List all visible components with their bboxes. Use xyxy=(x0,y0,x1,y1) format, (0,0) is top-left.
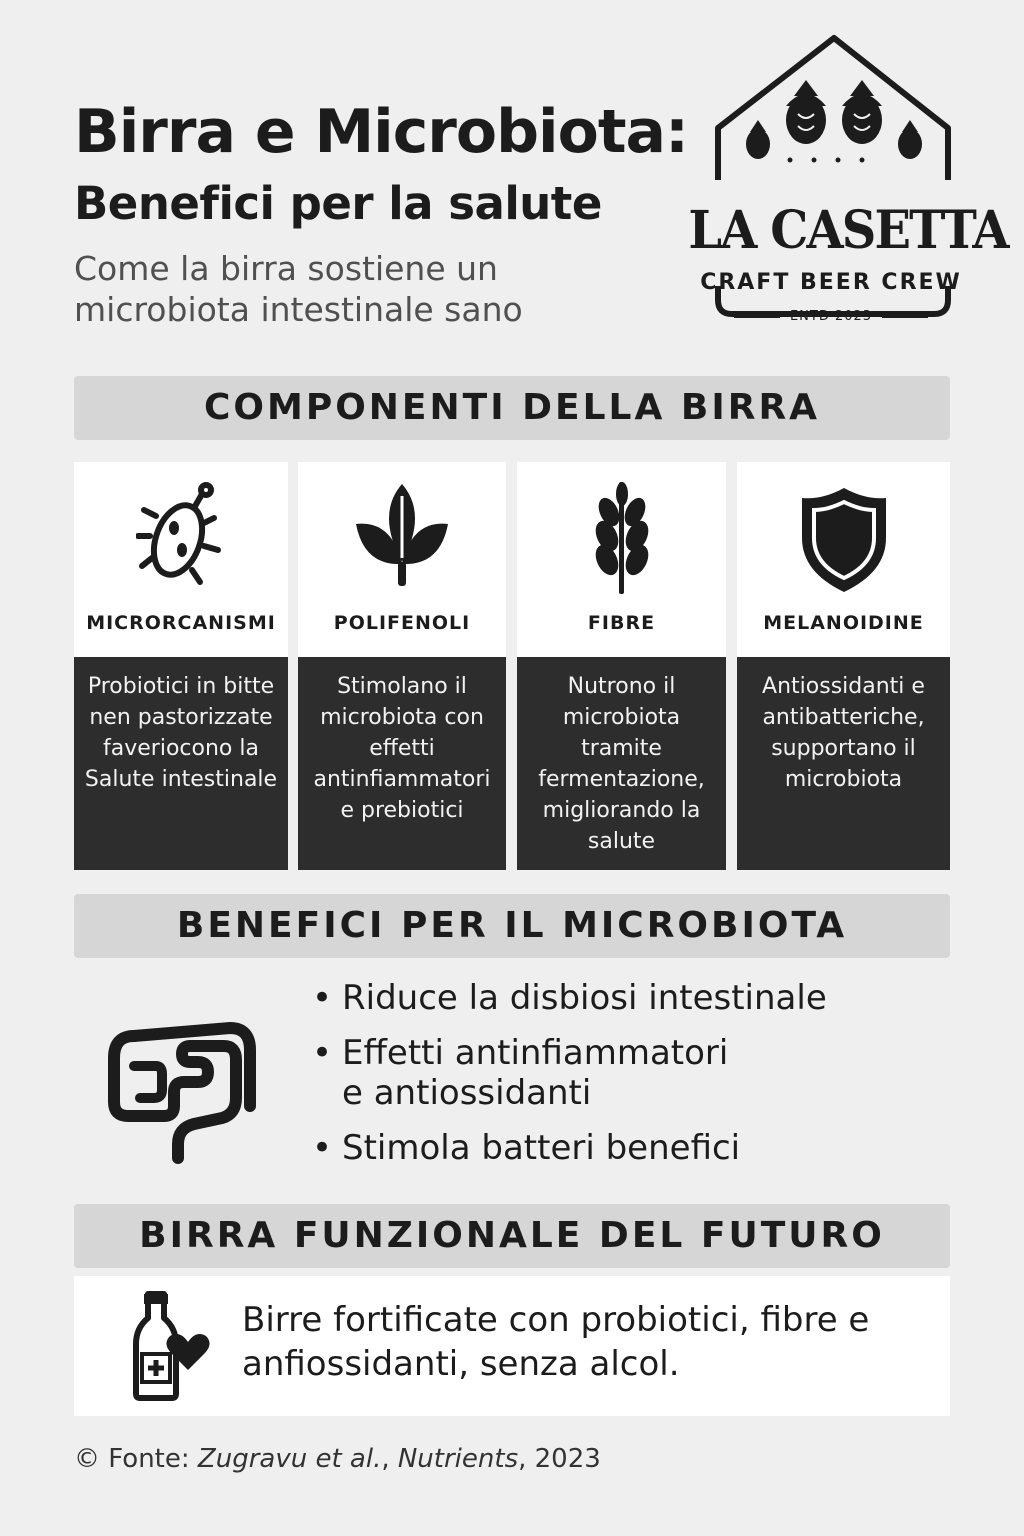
component-card xyxy=(298,462,506,870)
brand-crew: CRAFT BEER CREW xyxy=(700,270,962,295)
component-label: POLIFENOLI xyxy=(333,612,471,634)
leaf-icon xyxy=(352,478,452,598)
list-item: • Stimola batteri benefici xyxy=(312,1128,952,1168)
component-description: Probiotici in bitte nen pastorizzate faveriocono la Salute intestinale xyxy=(74,657,288,870)
future-box xyxy=(74,1276,950,1416)
microorganism-icon xyxy=(136,478,226,598)
section-bar-benefits: BENEFICI PER IL MICROBIOTA xyxy=(74,894,950,958)
component-card xyxy=(517,462,726,870)
page-title: Birra e Microbiota: xyxy=(74,97,688,167)
list-item: • Effetti antinfiammatori e antiossidanti xyxy=(312,1033,752,1113)
bottle-heart-icon xyxy=(130,1290,214,1406)
page-tagline: Come la birra sostiene un microbiota intestinale sano xyxy=(74,249,523,329)
benefits-list xyxy=(312,978,952,1183)
component-card xyxy=(74,462,288,870)
component-description: Antiossidanti e antibatteriche, supportano il microbiota xyxy=(737,657,950,870)
list-item: • Riduce la disbiosi intestinale xyxy=(312,978,952,1018)
component-label: FIBRE xyxy=(587,612,656,634)
shield-icon xyxy=(796,478,892,598)
brand-name: LA CASETTA xyxy=(688,200,1008,261)
wheat-icon xyxy=(587,478,657,598)
source-citation: © Fonte: Zugravu et al., Nutrients, 2023 xyxy=(74,1444,601,1474)
intestine-icon xyxy=(104,1006,260,1174)
component-card xyxy=(737,462,950,870)
brand-logo xyxy=(676,30,1008,324)
brand-established: ENTD 2023 xyxy=(676,309,986,324)
section-bar-components: COMPONENTI DELLA BIRRA xyxy=(74,376,950,440)
component-label: MICRORCANISMI xyxy=(86,612,276,634)
section-bar-future: BIRRA FUNZIONALE DEL FUTURO xyxy=(74,1204,950,1268)
page-subtitle: Benefici per la salute xyxy=(74,177,602,230)
component-description: Stimolano il microbiota con effetti antinfiammatori e prebiotici xyxy=(298,657,506,870)
component-label: MELANOIDINE xyxy=(763,612,924,634)
future-text: Birre fortificate con probiotici, fibre e anfiossidanti, senza alcol. xyxy=(242,1300,870,1384)
component-description: Nutrono il microbiota tramite fermentazione, migliorando la salute xyxy=(517,657,726,870)
